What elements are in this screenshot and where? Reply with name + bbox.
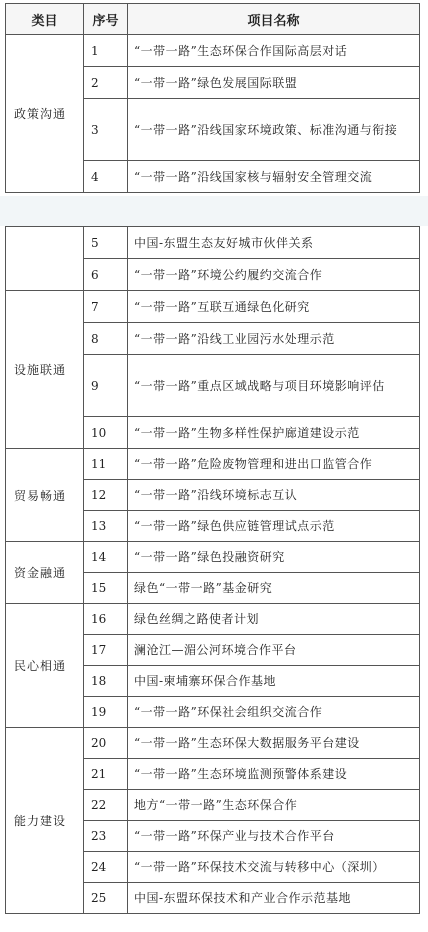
project-table-part-2 — [5, 226, 420, 914]
row-name: “一带一路”生物多样性保护廊道建设示范 — [128, 417, 420, 449]
row-name: “一带一路”绿色发展国际联盟 — [128, 67, 420, 99]
row-number: 20 — [84, 728, 128, 759]
row-name: 绿色丝绸之路使者计划 — [128, 604, 420, 635]
row-number: 21 — [84, 759, 128, 790]
row-name: 地方“一带一路”生态环保合作 — [128, 790, 420, 821]
row-number: 17 — [84, 635, 128, 666]
row-name: 绿色“一带一路”基金研究 — [128, 573, 420, 604]
row-name: “一带一路”环保社会组织交流合作 — [128, 697, 420, 728]
row-number: 9 — [84, 355, 128, 417]
row-name: “一带一路”生态环保大数据服务平台建设 — [128, 728, 420, 759]
header-name: 项目名称 — [128, 4, 420, 35]
row-name: “一带一路”绿色投融资研究 — [128, 542, 420, 573]
row-name: “一带一路”环保技术交流与转移中心（深圳） — [128, 852, 420, 883]
row-number: 24 — [84, 852, 128, 883]
row-name: “一带一路”环境公约履约交流合作 — [128, 259, 420, 291]
category-finance: 资金融通 — [6, 542, 84, 604]
header-index: 序号 — [84, 4, 128, 35]
project-table-part-1 — [5, 3, 420, 193]
header-category: 类目 — [6, 4, 84, 35]
table-row — [6, 227, 420, 259]
category-facility: 设施联通 — [6, 291, 84, 449]
row-name: “一带一路”沿线国家核与辐射安全管理交流 — [128, 161, 420, 193]
row-number: 18 — [84, 666, 128, 697]
row-number: 8 — [84, 323, 128, 355]
row-name: “一带一路”危险废物管理和进出口监管合作 — [128, 449, 420, 480]
row-number: 22 — [84, 790, 128, 821]
row-number: 6 — [84, 259, 128, 291]
row-number: 7 — [84, 291, 128, 323]
row-number: 23 — [84, 821, 128, 852]
category-policy: 政策沟通 — [6, 35, 84, 193]
category-trade: 贸易畅通 — [6, 449, 84, 542]
table-row — [6, 291, 420, 323]
row-name: “一带一路”互联互通绿色化研究 — [128, 291, 420, 323]
row-name: “一带一路”生态环保合作国际高层对话 — [128, 35, 420, 67]
category-people: 民心相通 — [6, 604, 84, 728]
row-number: 14 — [84, 542, 128, 573]
row-number: 19 — [84, 697, 128, 728]
table-row — [6, 449, 420, 480]
row-name: 中国-东盟环保技术和产业合作示范基地 — [128, 883, 420, 914]
row-number: 12 — [84, 480, 128, 511]
category-capacity: 能力建设 — [6, 728, 84, 914]
row-number: 1 — [84, 35, 128, 67]
row-name: “一带一路”环保产业与技术合作平台 — [128, 821, 420, 852]
row-name: 澜沧江—湄公河环境合作平台 — [128, 635, 420, 666]
row-number: 15 — [84, 573, 128, 604]
row-number: 16 — [84, 604, 128, 635]
row-number: 2 — [84, 67, 128, 99]
table-row — [6, 604, 420, 635]
row-number: 11 — [84, 449, 128, 480]
table-header-row — [6, 4, 420, 35]
row-name: “一带一路”沿线工业园污水处理示范 — [128, 323, 420, 355]
row-name: 中国-东盟生态友好城市伙伴关系 — [128, 227, 420, 259]
row-number: 4 — [84, 161, 128, 193]
row-name: “一带一路”沿线国家环境政策、标准沟通与衔接 — [128, 99, 420, 161]
row-number: 5 — [84, 227, 128, 259]
row-name: “一带一路”生态环境监测预警体系建设 — [128, 759, 420, 790]
row-name: 中国-柬埔寨环保合作基地 — [128, 666, 420, 697]
row-number: 3 — [84, 99, 128, 161]
row-name: “一带一路”沿线环境标志互认 — [128, 480, 420, 511]
category-policy-continued — [6, 227, 84, 291]
row-number: 10 — [84, 417, 128, 449]
page-separator — [0, 196, 428, 226]
row-name: “一带一路”重点区域战略与项目环境影响评估 — [128, 355, 420, 417]
table-row — [6, 542, 420, 573]
table-row — [6, 35, 420, 67]
table-row — [6, 728, 420, 759]
row-name: “一带一路”绿色供应链管理试点示范 — [128, 511, 420, 542]
row-number: 25 — [84, 883, 128, 914]
row-number: 13 — [84, 511, 128, 542]
